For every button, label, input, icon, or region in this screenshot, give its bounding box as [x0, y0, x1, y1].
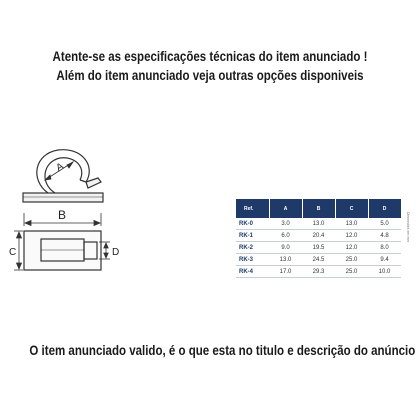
headline-top: Atente-se as especificações técnicas do item anunciado ! — [52, 49, 368, 64]
table-row — [236, 266, 401, 278]
header-b: B — [302, 199, 335, 218]
cell-d: 4.8 — [368, 230, 401, 242]
cell-c: 12.0 — [335, 230, 368, 242]
cell-a: 9.0 — [269, 242, 302, 254]
cell-c: 25.0 — [335, 254, 368, 266]
clip-top-view — [23, 150, 103, 202]
header-a: A — [269, 199, 302, 218]
cell-d: 10.0 — [368, 266, 401, 278]
cell-d: 5.0 — [368, 218, 401, 230]
cell-a: 17.0 — [269, 266, 302, 278]
cell-b: 24.5 — [302, 254, 335, 266]
cell-c: 13.0 — [335, 218, 368, 230]
table-row — [236, 254, 401, 266]
header-c: C — [335, 199, 368, 218]
table-row — [236, 218, 401, 230]
table-row — [236, 242, 401, 254]
table-row — [236, 230, 401, 242]
label-b: B — [58, 208, 67, 222]
cell-ref: RK-4 — [236, 266, 269, 278]
headline-bottom: O item anunciado valido, é o que esta no titulo e descrição do anúncio — [29, 343, 416, 358]
units-note: Dimensões em mm — [406, 212, 410, 243]
label-c: C — [9, 247, 17, 258]
cell-b: 13.0 — [302, 218, 335, 230]
label-d: D — [112, 247, 120, 258]
label-a: A — [54, 160, 66, 174]
cell-ref: RK-1 — [236, 230, 269, 242]
cell-b: 19.5 — [302, 242, 335, 254]
headline-sub: Além do item anunciado veja outras opções disponiveis — [56, 68, 364, 83]
cell-c: 12.0 — [335, 242, 368, 254]
cell-b: 29.3 — [302, 266, 335, 278]
cell-b: 20.4 — [302, 230, 335, 242]
cell-ref: RK-0 — [236, 218, 269, 230]
cell-c: 25.0 — [335, 266, 368, 278]
cell-ref: RK-2 — [236, 242, 269, 254]
cell-a: 6.0 — [269, 230, 302, 242]
cell-d: 8.0 — [368, 242, 401, 254]
header-ref: Ref. — [236, 199, 269, 218]
spec-table-container — [236, 199, 402, 278]
spec-table — [236, 199, 402, 278]
cell-ref: RK-3 — [236, 254, 269, 266]
header-d: D — [368, 199, 401, 218]
table-header-row — [236, 199, 401, 218]
clip-front-view — [24, 231, 101, 270]
cell-d: 9.4 — [368, 254, 401, 266]
cell-a: 3.0 — [269, 218, 302, 230]
cell-a: 13.0 — [269, 254, 302, 266]
technical-drawing — [0, 130, 236, 300]
